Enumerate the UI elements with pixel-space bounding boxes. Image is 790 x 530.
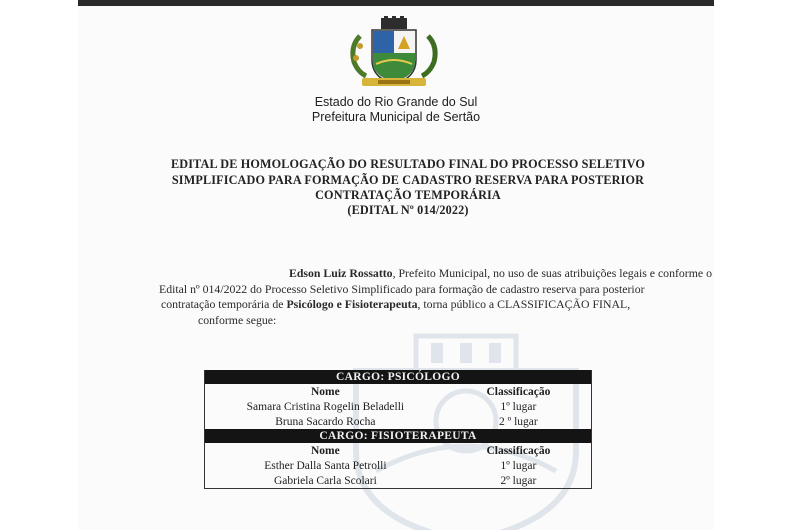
state-name: Estado do Rio Grande do Sul xyxy=(314,95,478,109)
candidate-name: Bruna Sacardo Rocha xyxy=(205,414,446,429)
column-header-classification: Classificação xyxy=(446,384,592,399)
cargo-header-row xyxy=(205,429,592,443)
candidate-rank: 2 º lugar xyxy=(446,414,592,429)
document-title-line: EDITAL DE HOMOLOGAÇÃO DO RESULTADO FINAL DO PROCESSO SELETIVO xyxy=(171,157,645,171)
paragraph-line: Edson Luiz Rossatto, Prefeito Municipal, no uso de suas atribuições legais e conforme o xyxy=(289,266,712,280)
table-row xyxy=(205,399,592,414)
table-row xyxy=(205,458,592,473)
positions-text: Psicólogo e Fisioterapeuta xyxy=(286,297,418,311)
table-row xyxy=(205,473,592,489)
classification-table xyxy=(204,370,592,489)
cargo-title: CARGO: PSICÓLOGO xyxy=(205,370,592,384)
document-title-line: CONTRATAÇÃO TEMPORÁRIA xyxy=(315,188,501,202)
paragraph-line: contratação temporária de Psicólogo e Fisioterapeuta, torna público a CLASSIFICAÇÃO FINAL, xyxy=(161,297,631,311)
table-row xyxy=(205,414,592,429)
document-title-line: SIMPLIFICADO PARA FORMAÇÃO DE CADASTRO RESERVA PARA POSTERIOR xyxy=(171,173,645,187)
paragraph-line: Edital nº 014/2022 do Processo Seletivo Simplificado para formação de cadastro reserva para posterior xyxy=(159,281,645,296)
edital-number: (EDITAL Nº 014/2022) xyxy=(347,203,469,217)
paragraph-line: conforme segue: xyxy=(198,312,277,327)
column-header-row xyxy=(205,443,592,458)
candidate-rank: 1º lugar xyxy=(446,399,592,414)
municipality-name: Prefeitura Municipal de Sertão xyxy=(311,110,481,124)
column-header-name: Nome xyxy=(205,384,446,399)
candidate-name: Samara Cristina Rogelin Beladelli xyxy=(205,399,446,414)
candidate-rank: 2º lugar xyxy=(446,473,592,489)
column-header-classification: Classificação xyxy=(446,443,592,458)
candidate-name: Gabriela Carla Scolari xyxy=(205,473,446,489)
cargo-title: CARGO: FISIOTERAPEUTA xyxy=(205,429,592,443)
coat-of-arms-logo xyxy=(348,16,440,92)
mayor-name: Edson Luiz Rossatto xyxy=(289,266,393,280)
intro-paragraph xyxy=(153,266,712,328)
candidate-name: Esther Dalla Santa Petrolli xyxy=(205,458,446,473)
document-page xyxy=(78,6,714,530)
column-header-name: Nome xyxy=(205,443,446,458)
candidate-rank: 1º lugar xyxy=(446,458,592,473)
cargo-header-row xyxy=(205,370,592,384)
column-header-row xyxy=(205,384,592,399)
